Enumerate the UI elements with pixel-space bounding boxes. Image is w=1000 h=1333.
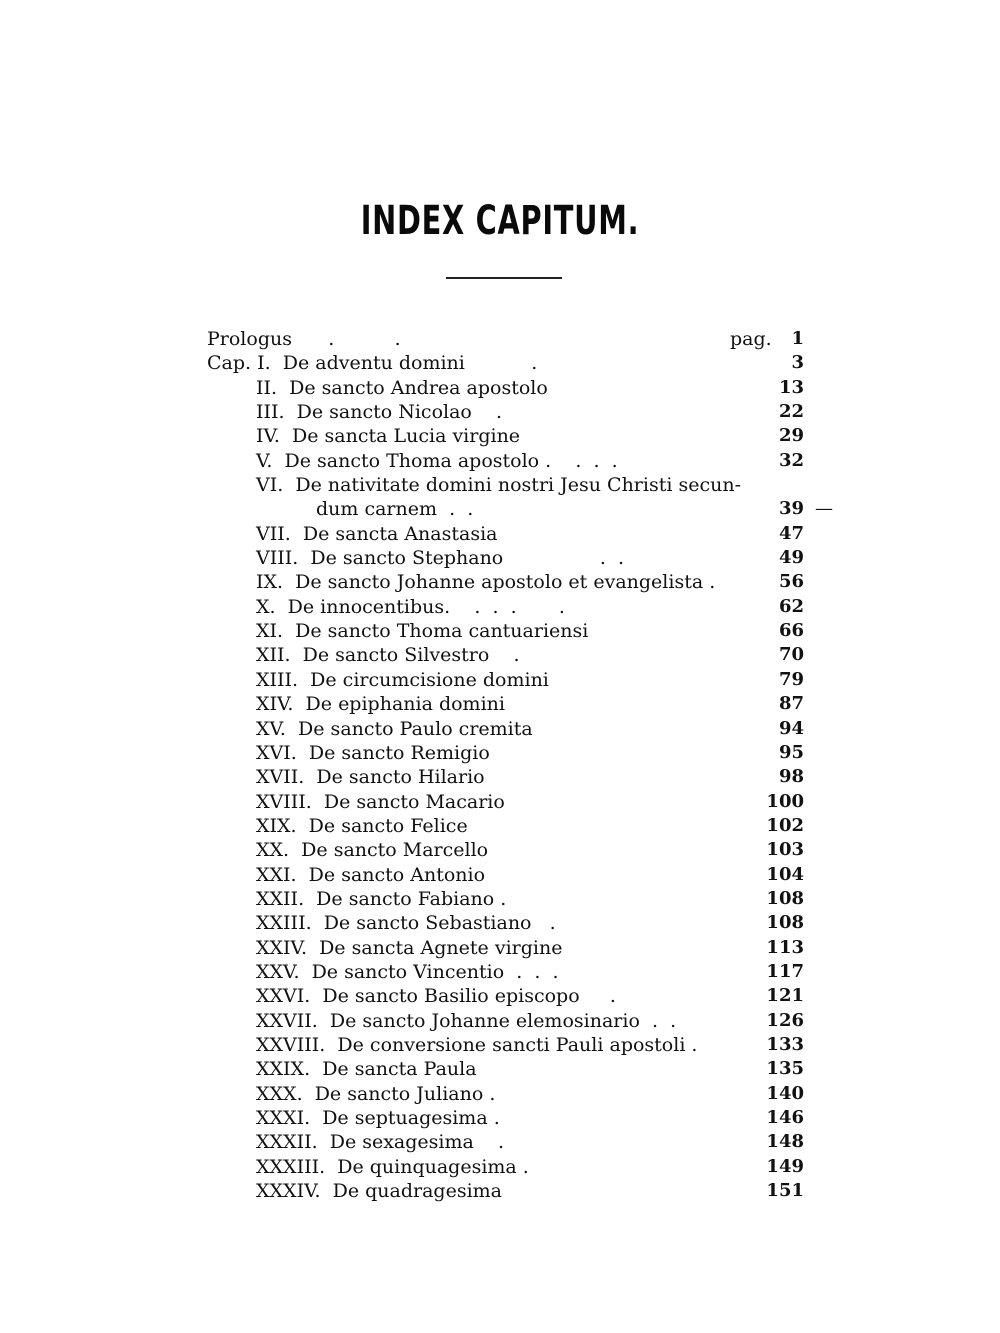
toc-row — [0, 1009, 1000, 1033]
toc-row — [0, 473, 1000, 497]
toc-row — [0, 497, 1000, 521]
toc-page: 126 — [766, 1009, 804, 1031]
toc-entry: XIX. De sancto Felice — [256, 814, 468, 837]
toc-entry: XVIII. De sancto Macario — [256, 790, 505, 813]
toc-entry: Prologus . . — [207, 328, 401, 350]
toc-row — [0, 668, 1000, 692]
toc-entry-continuation: dum carnem . . — [316, 498, 474, 521]
toc-page: 108 — [766, 912, 804, 934]
toc-page: 22 — [778, 401, 804, 423]
toc-entry: XIV. De epiphania domini — [256, 693, 505, 716]
toc-page: 113 — [766, 936, 804, 958]
toc-row — [0, 960, 1000, 984]
toc-page: 13 — [778, 376, 804, 398]
toc-page: 94 — [778, 717, 804, 739]
toc-page: 3 — [791, 352, 804, 374]
toc-entry: XXX. De sancto Juliano . — [256, 1082, 496, 1105]
toc-page: 100 — [766, 790, 804, 812]
toc-page: 98 — [778, 766, 804, 788]
toc-row — [0, 400, 1000, 424]
toc-row — [0, 1082, 1000, 1106]
table-of-contents — [0, 327, 1000, 1203]
toc-entry: XXVI. De sancto Basilio episcopo . — [256, 985, 616, 1008]
toc-row — [0, 765, 1000, 789]
toc-page: 62 — [778, 595, 804, 617]
toc-row — [0, 1033, 1000, 1057]
toc-entry: XI. De sancto Thoma cantuariensi — [256, 620, 589, 643]
toc-entry: XV. De sancto Paulo cremita — [256, 717, 533, 740]
toc-entry: XXXII. De sexagesima . — [256, 1131, 505, 1154]
toc-entry: II. De sancto Andrea apostolo — [256, 376, 548, 399]
toc-row — [0, 887, 1000, 911]
toc-page: 108 — [766, 887, 804, 909]
toc-entry: IV. De sancta Lucia virgine — [256, 425, 521, 448]
toc-row — [0, 1106, 1000, 1130]
toc-page: 135 — [766, 1058, 804, 1080]
toc-page: 49 — [778, 547, 804, 569]
toc-row — [0, 1179, 1000, 1203]
toc-row — [0, 643, 1000, 667]
toc-row — [0, 351, 1000, 375]
toc-row — [0, 936, 1000, 960]
toc-page: 56 — [778, 571, 804, 593]
toc-entry: Cap. I. De adventu domini . — [207, 352, 538, 375]
toc-entry: IX. De sancto Johanne apostolo et evangelista . — [256, 571, 716, 594]
toc-page: 133 — [766, 1033, 804, 1055]
toc-page: 121 — [766, 985, 804, 1007]
title-rule — [446, 277, 562, 279]
toc-row — [0, 911, 1000, 935]
toc-row — [0, 863, 1000, 887]
toc-entry: XX. De sancto Marcello — [256, 839, 489, 862]
toc-entry: XVII. De sancto Hilario — [256, 766, 485, 789]
toc-entry: XXIX. De sancta Paula — [256, 1058, 477, 1081]
toc-row — [0, 790, 1000, 814]
toc-row — [0, 595, 1000, 619]
toc-page: 146 — [766, 1107, 804, 1128]
page-title: INDEX CAPITUM. — [360, 198, 640, 244]
toc-entry: XXXIV. De quadragesima — [256, 1180, 502, 1203]
margin-mark: — — [815, 498, 833, 520]
toc-row — [0, 522, 1000, 546]
toc-entry: VIII. De sancto Stephano . . — [256, 547, 625, 570]
toc-entry: VI. De nativitate domini nostri Jesu Christi secun- — [256, 474, 741, 497]
toc-row — [0, 546, 1000, 570]
toc-row — [0, 619, 1000, 643]
toc-page: 47 — [778, 522, 804, 544]
toc-page: 70 — [778, 644, 804, 666]
toc-page: 1 — [791, 328, 804, 349]
toc-page: 140 — [766, 1082, 804, 1104]
toc-page: 32 — [778, 449, 804, 471]
toc-entry: XIII. De circumcisione domini — [256, 668, 549, 691]
toc-row — [0, 692, 1000, 716]
toc-page: 117 — [766, 960, 804, 982]
toc-row — [0, 717, 1000, 741]
toc-row — [0, 984, 1000, 1008]
toc-page: 148 — [766, 1131, 804, 1153]
toc-row — [0, 1155, 1000, 1179]
toc-page: 103 — [766, 839, 804, 861]
toc-page: 102 — [766, 814, 804, 836]
toc-entry: XXXIII. De quinquagesima . — [256, 1155, 529, 1178]
toc-row — [0, 327, 1000, 351]
toc-row — [0, 449, 1000, 473]
toc-page: 66 — [778, 620, 804, 642]
toc-entry: XXXI. De septuagesima . — [256, 1107, 500, 1129]
toc-row — [0, 376, 1000, 400]
toc-page: 104 — [766, 863, 804, 885]
toc-row — [0, 741, 1000, 765]
toc-entry: XXVII. De sancto Johanne elemosinario . . — [256, 1009, 677, 1032]
toc-page: 149 — [766, 1155, 804, 1177]
toc-row — [0, 1130, 1000, 1154]
toc-entry: X. De innocentibus. . . . . — [256, 595, 565, 618]
toc-row — [0, 424, 1000, 448]
toc-entry: XXIV. De sancta Agnete virgine — [256, 936, 563, 959]
toc-page: 79 — [778, 668, 804, 690]
toc-entry: XXIII. De sancto Sebastiano . — [256, 912, 556, 935]
toc-page: 151 — [766, 1180, 804, 1202]
toc-entry: XVI. De sancto Remigio — [256, 741, 490, 764]
toc-entry: XXI. De sancto Antonio — [256, 863, 486, 886]
toc-entry: III. De sancto Nicolao . — [256, 401, 503, 424]
toc-entry: VII. De sancta Anastasia — [256, 522, 498, 545]
toc-entry: XXVIII. De conversione sancti Pauli apostoli . — [256, 1033, 698, 1056]
toc-entry: XXII. De sancto Fabiano . — [256, 887, 507, 910]
toc-entry: V. De sancto Thoma apostolo . . . . — [256, 449, 618, 472]
page-column-label: pag. — [730, 328, 772, 350]
toc-row — [0, 1057, 1000, 1081]
toc-page: 95 — [778, 741, 804, 763]
toc-row — [0, 570, 1000, 594]
toc-row — [0, 814, 1000, 838]
toc-row — [0, 838, 1000, 862]
toc-entry: XII. De sancto Silvestro . — [256, 644, 520, 667]
toc-page: 29 — [778, 425, 804, 447]
toc-page: 39 — [778, 498, 804, 520]
toc-entry: XXV. De sancto Vincentio . . . — [256, 960, 559, 983]
toc-page: 87 — [778, 693, 804, 715]
